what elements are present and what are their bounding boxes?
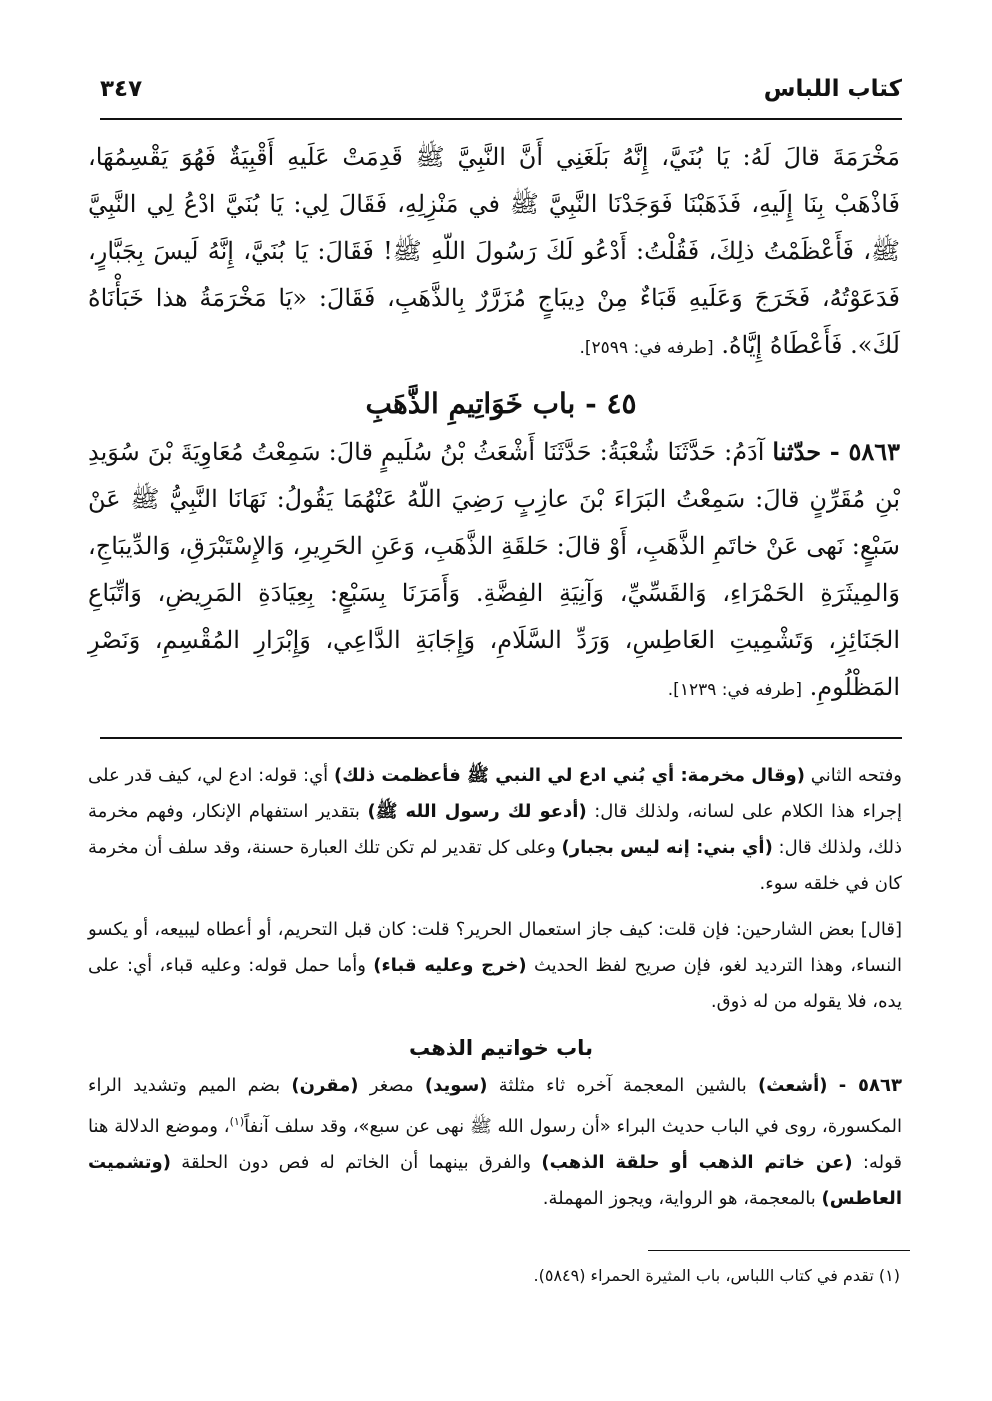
comm3-text-e: مصغر [369, 1075, 414, 1096]
chapter-title: كتاب اللباس [763, 76, 902, 102]
hadith-1-ref: [طرفه في: ٢٥٩٩]. [579, 338, 714, 358]
comm1-text-g: وعلى كل تقدير لم تكن تلك العبارة حسنة، وقد سلف أن مخرمة كان في خلقه سوء. [88, 837, 902, 894]
comm2-quote-b: (خرج وعليه قباء) [373, 955, 527, 976]
comm3-number: ٥٨٦٣ - [838, 1075, 902, 1096]
comm1-text-c: أي: قوله: ادع لي، كيف قدر على إجراء هذا الكلام على لسانه، ولذلك قال: [88, 765, 902, 822]
commentary-paragraph-1 [88, 758, 902, 902]
hadith-block-2 [88, 428, 900, 714]
comm3-text-c: بالشين المعجمة آخره ثاء مثلثة [498, 1075, 747, 1096]
commentary-paragraph-3 [88, 1068, 902, 1217]
comm2-text-c: وأما حمل قوله: وعليه قباء، أي: على يده، فلا يقوله من له ذوق. [88, 955, 902, 1012]
comm3-quote-i: (عن خاتم الذهب أو حلقة الذهب) [541, 1152, 853, 1173]
commentary-divider [100, 737, 902, 739]
comm1-quote-f: (أي بني: إنه ليس بجبار) [561, 837, 773, 858]
footnote-rule [648, 1250, 910, 1251]
comm1-text-a: وفتحه الثاني [810, 765, 902, 786]
footnote-marker[interactable]: (١) [229, 1115, 245, 1128]
bab-heading-2: باب خواتيم الذهب [409, 1036, 593, 1060]
hadith-2-text: آدَمُ: حَدَّثَنَا شُعْبَةُ: حَدَّثَنَا أَشْعَثُ بْنُ سُلَيمٍ قالَ: سَمِعْتُ مُعَاوِيَةَ بْنَ سُوَيدِ بْنِ مُقَرِّنٍ قالَ: سَمِعْتُ البَرَاءَ بْنَ عازِبٍ رَضِيَ اللّهُ عَنْهُمَا يَقُولُ: نَهَانَا النَّبِيُّ ﷺ عَنْ سَبْعٍ: نَهى عَنْ خاتَمِ الذَّهَبِ، أَوْ قالَ: حَلقَةِ الذَّهَبِ، وَعَنِ الحَرِيرِ، وَالإِسْتَبْرَقِ، وَالدِّيبَاجِ، وَالمِيثَرَةِ الحَمْرَاءِ، وَالقَسِّيِّ، وَآنِيَةِ الفِضَّةِ. وَأَمَرَنَا بِسَبْعٍ: بِعِيَادَةِ المَرِيضِ، وَاتِّبَاعِ الجَنَائِزِ، وَتَشْمِيتِ العَاطِسِ، وَرَدِّ السَّلَامِ، وَإِجَابَةِ الدَّاعِي، وَإِبْرَارِ المُقْسِمِ، وَنَصْرِ المَظْلُومِ. [88, 438, 901, 701]
hadith-2-number: ٥٨٦٣ - حدّثنا [772, 437, 900, 466]
bab-heading-1: ٤٥ - باب خَوَاتِيمِ الذَّهَبِ [365, 387, 637, 420]
comm1-quote-b: (وقال مخرمة: أي بُني ادع لي النبي ﷺ فأعظمت ذلك) [334, 765, 805, 786]
footnote: (١) تقدم في كتاب اللباس، باب المثيرة الحمراء (٥٨٤٩). [533, 1266, 900, 1285]
hadith-2-ref: [طرفه في: ١٢٣٩]. [667, 680, 802, 700]
comm3-quote-b: (أشعث) [757, 1075, 828, 1096]
hadith-block-1 [88, 134, 900, 372]
comm3-text-l: بالمعجمة، هو الرواية، ويجوز المهملة. [542, 1188, 816, 1209]
comm3-quote-f: (مقرن) [291, 1075, 359, 1096]
comm3-text-h: ، وموضع الدلالة هنا قوله: [88, 1116, 902, 1173]
comm3-text-g: بضم الميم وتشديد الراء المكسورة، روى في الباب حديث البراء «أن رسول الله ﷺ نهى عن سبع»، وقد سلف آنفاً [88, 1075, 903, 1137]
comm1-quote-d: (أدعو لك رسول الله ﷺ) [367, 801, 587, 822]
header-rule [100, 118, 902, 120]
comm3-text-j: والفرق بينهما أن الخاتم له فص دون الحلقة [181, 1152, 532, 1173]
page-header [100, 76, 902, 114]
comm1-text-e: بتقدير استفهام الإنكار، وفهم مخرمة ذلك، ولذلك قال: [88, 801, 902, 858]
comm3-quote-k: (وتشميت العاطس) [88, 1152, 902, 1209]
hadith-1-text: مَخْرَمَةَ قالَ لَهُ: يَا بُنَيَّ، إِنَّهُ بَلَغَنِي أَنَّ النَّبِيَّ ﷺ قَدِمَتْ عَلَيهِ أَقْبِيَةٌ فَهُوَ يَقْسِمُهَا، فَاذْهَبْ بِنَا إِلَيهِ، فَذَهَبْنَا فَوَجَدْنَا النَّبِيَّ ﷺ في مَنْزِلِهِ، فَقَالَ لِي: يَا بُنَيَّ ادْعُ لِي النَّبِيَّ ﷺ، فَأَعْظَمْتُ ذلِكَ، فَقُلْتُ: أَدْعُو لَكَ رَسُولَ اللّهِ ﷺ! فَقَالَ: يَا بُنَيَّ، إِنَّهُ لَيسَ بِجَبَّارٍ، فَدَعَوْتُهُ، فَخَرَجَ وَعَلَيهِ قَبَاءٌ مِنْ دِيبَاجٍ مُزَرَّرٌ بِالذَّهَبِ، فَقَالَ: «يَا مَخْرَمَةُ هذا خَبَأْنَاهُ لَكَ». فَأَعْطَاهُ إِيَّاهُ. [88, 143, 900, 359]
comm3-quote-d: (سويد) [424, 1075, 488, 1096]
comm2-text-a: [قال] بعض الشارحين: فإن قلت: كيف جاز استعمال الحرير؟ قلت: كان قبل التحريم، أو أعطاه ليبيعه، أو يكسو النساء، وهذا الترديد لغو، فإن صريح لفظ الحديث [88, 919, 902, 976]
commentary-paragraph-2 [88, 912, 902, 1020]
page-number: ٣٤٧ [100, 76, 143, 102]
